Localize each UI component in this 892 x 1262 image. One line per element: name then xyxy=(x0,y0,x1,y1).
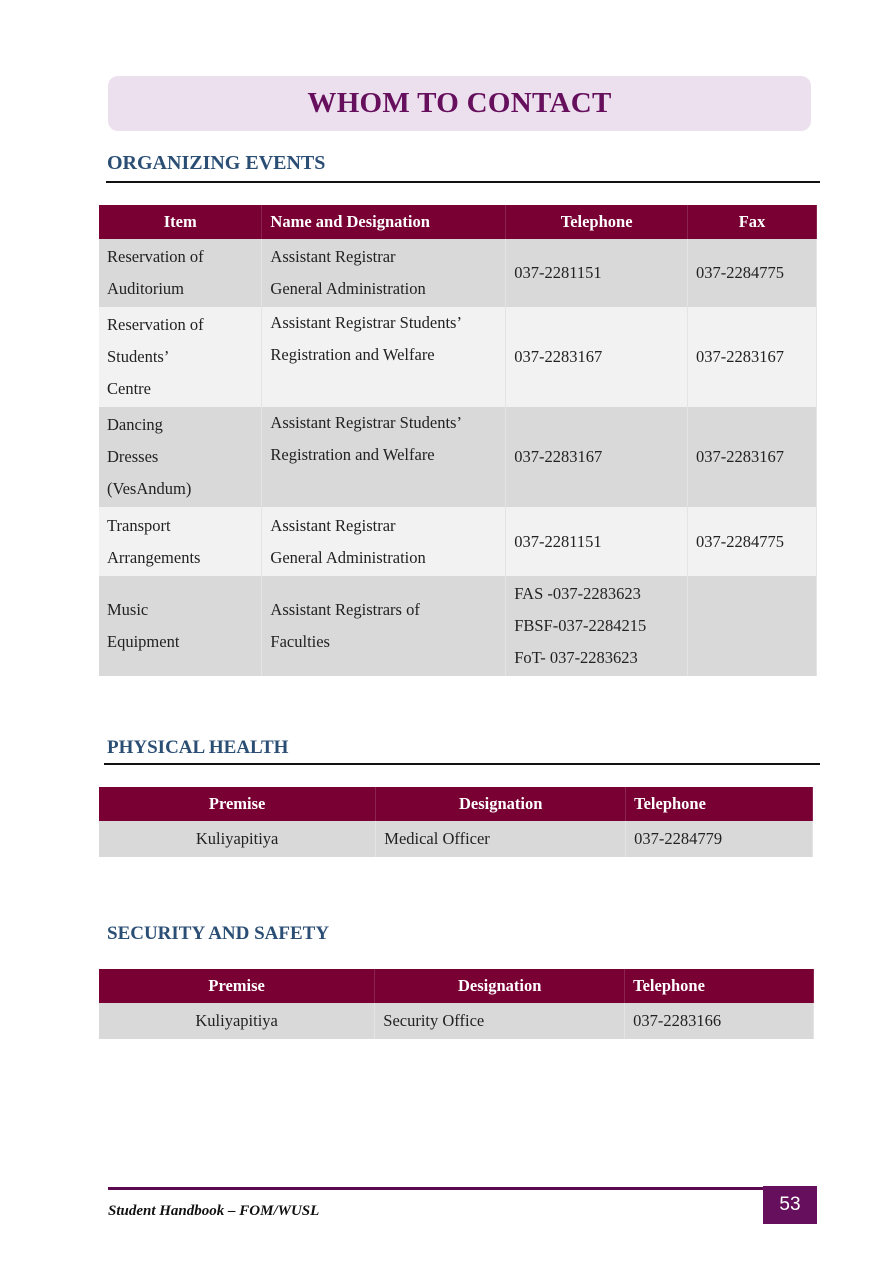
table-row xyxy=(99,821,813,857)
physical-health-table xyxy=(99,787,813,857)
cell-line: Auditorium xyxy=(107,279,184,298)
cell-line: (VesAndum) xyxy=(107,479,192,498)
cell-line: General Administration xyxy=(270,279,426,298)
cell-line: Registration and Welfare xyxy=(270,345,435,364)
column-header: Telephone xyxy=(626,787,813,821)
cell-line: Assistant Registrar xyxy=(270,515,396,535)
table-cell xyxy=(688,307,817,407)
security-table xyxy=(99,969,814,1039)
column-header: Telephone xyxy=(506,205,688,239)
table-row xyxy=(99,507,817,576)
table-cell xyxy=(262,576,506,676)
cell-line xyxy=(270,371,497,403)
footer-text: Student Handbook – FOM/WUSL xyxy=(108,1203,320,1219)
cell-line: Equipment xyxy=(107,632,180,651)
title-banner xyxy=(108,76,811,131)
column-header: Telephone xyxy=(625,969,814,1003)
column-header: Item xyxy=(99,205,262,239)
table-cell: Kuliyapitiya xyxy=(99,821,376,857)
divider xyxy=(106,181,820,183)
table-cell: 037-2283166 xyxy=(625,1003,814,1039)
table-row xyxy=(99,1003,814,1039)
table-cell xyxy=(688,576,817,676)
section-heading-organizing-events: ORGANIZING EVENTS xyxy=(107,152,326,174)
table-cell xyxy=(688,507,817,576)
table-row xyxy=(99,576,817,676)
column-header: Name and Designation xyxy=(262,205,506,239)
cell-line: Music xyxy=(107,600,149,619)
table-cell xyxy=(99,407,262,507)
cell-line: Dresses xyxy=(107,447,159,466)
table-cell xyxy=(506,239,688,307)
column-header: Designation xyxy=(375,969,625,1003)
header-row xyxy=(99,787,813,821)
cell-line: General Administration xyxy=(270,547,426,567)
organizing-events-table xyxy=(99,205,817,676)
cell-line: Assistant Registrar xyxy=(270,247,396,266)
table-cell xyxy=(506,507,688,576)
column-header: Premise xyxy=(99,787,376,821)
cell-line: Reservation of xyxy=(107,315,204,334)
header-row xyxy=(99,205,817,239)
cell-line: Faculties xyxy=(270,632,330,651)
table-row xyxy=(99,407,817,507)
cell-line: 037-2283167 xyxy=(696,447,785,466)
column-header: Fax xyxy=(688,205,817,239)
table-cell xyxy=(99,507,262,576)
cell-line: FoT- 037-2283623 xyxy=(514,648,638,667)
section-heading-physical-health: PHYSICAL HEALTH xyxy=(107,737,289,758)
cell-line: FAS -037-2283623 xyxy=(514,584,641,603)
cell-line: 037-2281151 xyxy=(514,263,602,282)
cell-line: 037-2283167 xyxy=(514,447,603,466)
cell-line: 037-2281151 xyxy=(514,531,602,551)
table-cell xyxy=(99,239,262,307)
cell-line: 037-2283167 xyxy=(696,347,785,366)
cell-line: Students’ xyxy=(107,347,170,366)
divider xyxy=(104,763,820,765)
table-cell xyxy=(688,239,817,307)
table-cell xyxy=(99,576,262,676)
footer-rule xyxy=(108,1187,768,1190)
table-cell: Medical Officer xyxy=(376,821,626,857)
cell-line: 037-2284775 xyxy=(696,531,785,551)
cell-line: 037-2283167 xyxy=(514,347,603,366)
table-cell xyxy=(506,407,688,507)
table-cell xyxy=(506,576,688,676)
cell-line xyxy=(696,610,808,642)
cell-line: Transport xyxy=(107,515,171,535)
table-cell xyxy=(99,307,262,407)
column-header: Premise xyxy=(99,969,375,1003)
cell-line: FBSF-037-2284215 xyxy=(514,616,647,635)
cell-line: Centre xyxy=(107,379,151,398)
table-row xyxy=(99,239,817,307)
cell-line xyxy=(270,471,497,503)
table-cell: 037-2284779 xyxy=(626,821,813,857)
cell-line: Assistant Registrar Students’ xyxy=(270,313,462,332)
table-cell: Security Office xyxy=(375,1003,625,1039)
section-heading-security: SECURITY AND SAFETY xyxy=(107,923,330,944)
table-row xyxy=(99,307,817,407)
cell-line: Dancing xyxy=(107,415,163,434)
cell-line: Registration and Welfare xyxy=(270,445,435,464)
cell-line: 037-2284775 xyxy=(696,263,785,282)
header-row xyxy=(99,969,814,1003)
page-number: 53 xyxy=(763,1186,817,1224)
table-cell xyxy=(506,307,688,407)
table-cell xyxy=(262,407,506,507)
table-cell xyxy=(262,507,506,576)
table-cell: Kuliyapitiya xyxy=(99,1003,375,1039)
table-cell xyxy=(262,307,506,407)
cell-line: Arrangements xyxy=(107,547,201,567)
column-header: Designation xyxy=(376,787,626,821)
cell-line: Assistant Registrars of xyxy=(270,600,420,619)
page-title: WHOM TO CONTACT xyxy=(307,87,612,119)
table-cell xyxy=(688,407,817,507)
table-cell xyxy=(262,239,506,307)
cell-line: Reservation of xyxy=(107,247,204,266)
cell-line: Assistant Registrar Students’ xyxy=(270,413,462,432)
